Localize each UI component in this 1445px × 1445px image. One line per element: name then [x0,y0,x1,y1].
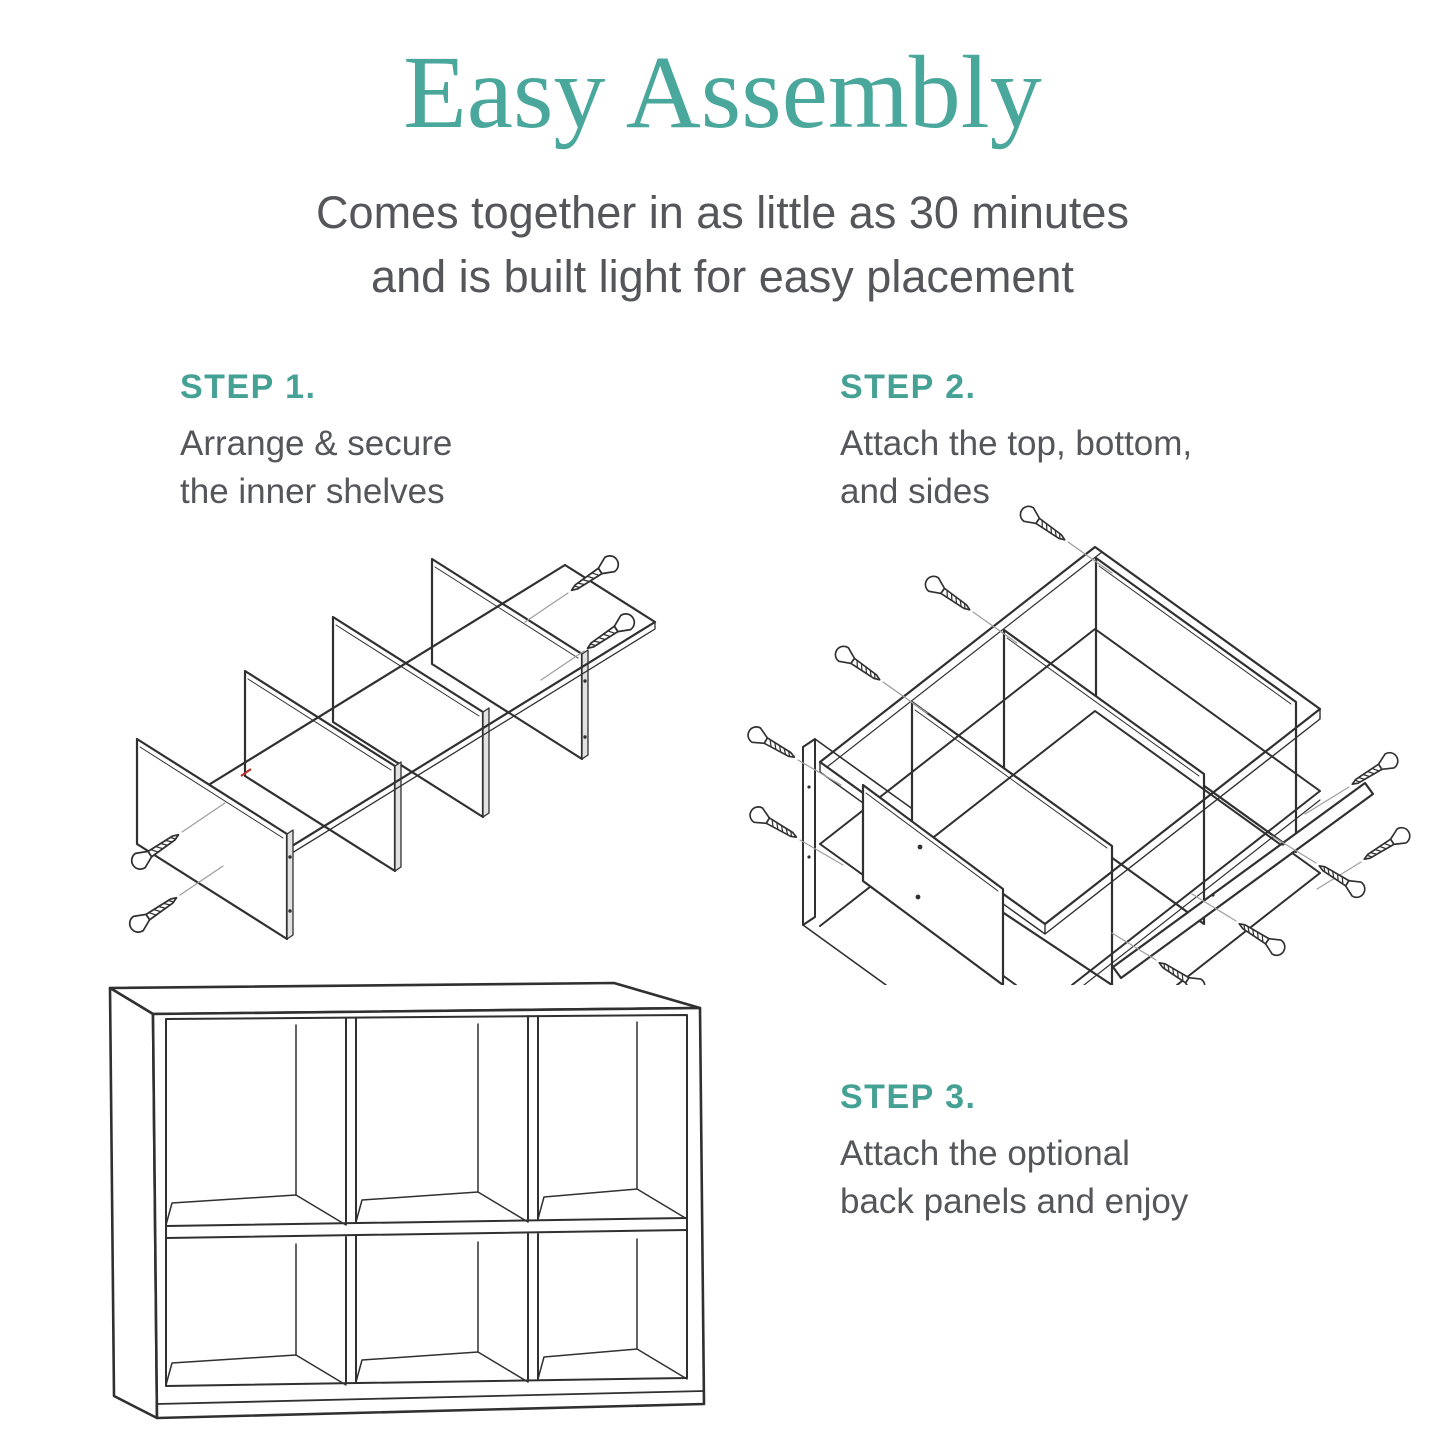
step-2-line-1: Attach the top, bottom, [840,424,1193,463]
subtitle [0,181,1445,309]
screw-icon [1017,503,1069,546]
subtitle-line-1: Comes together in as little as 30 minutes [316,187,1129,238]
front-face [153,1008,704,1418]
step-2-label: STEP 2. [840,368,977,406]
page-title: Easy Assembly [403,35,1042,150]
step-1-text [180,420,700,516]
step-3-label: STEP 3. [840,1078,977,1116]
step-1-label: STEP 1. [180,368,317,406]
screw-icon [1235,917,1288,959]
left-face [110,988,157,1418]
screw-icon [1315,859,1368,901]
step-3-text [840,1130,1360,1226]
screw-icon [832,643,884,686]
screw-icon [745,724,798,764]
step-2-diagram [735,497,1435,985]
step-2-line-2: and sides [840,471,990,511]
screw-icon [1155,956,1208,985]
screw-icon [1360,825,1413,867]
step-3-line-2: back panels and enjoy [840,1181,1189,1221]
step-2-block [840,368,1360,516]
step-3-block [840,1078,1360,1226]
screw-icon [747,804,800,844]
screw-icon [1348,750,1401,792]
step-3-line-1: Attach the optional [840,1134,1130,1173]
screw-icon [126,891,181,936]
finished-organizer-diagram [88,952,723,1430]
step-1-diagram [95,523,670,943]
subtitle-line-2: and is built light for easy placement [371,250,1074,302]
step-1-line-1: Arrange & secure [180,424,453,463]
step-1-block [180,368,700,516]
screw-icon [567,553,622,598]
screw-icon [922,573,974,616]
step-1-line-2: the inner shelves [180,471,445,511]
